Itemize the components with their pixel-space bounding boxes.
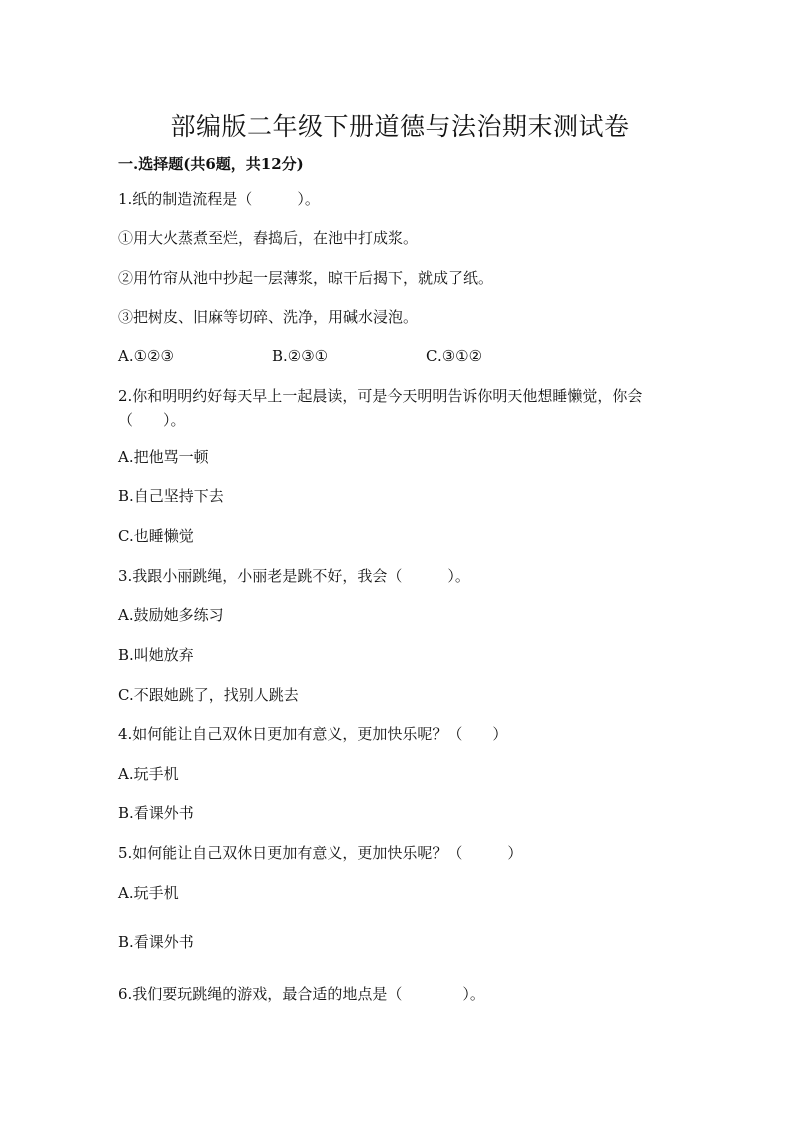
choice-option: B.自己坚持下去 xyxy=(118,487,224,505)
question-stem: 1.纸的制造流程是（ ）。 xyxy=(118,190,320,208)
choice-option: A.鼓励她多练习 xyxy=(118,606,224,624)
choice-option: A.玩手机 xyxy=(118,884,179,902)
question-stem: 5.如何能让自己双休日更加有意义，更加快乐呢？（ ） xyxy=(118,844,523,862)
choice-option: A.①②③ xyxy=(118,347,174,365)
choice-option: A.把他骂一顿 xyxy=(118,448,209,466)
question-stem: 2.你和明明约好每天早上一起晨读，可是今天明明告诉你明天他想睡懒觉，你会（ ）。 xyxy=(118,387,643,429)
question-statement: ①用大火蒸煮至烂，舂捣后，在池中打成浆。 xyxy=(118,229,419,247)
question-statement: ③把树皮、旧麻等切碎、洗净，用碱水浸泡。 xyxy=(118,308,419,326)
question-statement: ②用竹帘从池中抄起一层薄浆，晾干后揭下，就成了纸。 xyxy=(118,269,494,287)
question-stem: 6.我们要玩跳绳的游戏，最合适的地点是（ ）。 xyxy=(118,985,485,1003)
choice-option: C.不跟她跳了，找别人跳去 xyxy=(118,686,299,704)
page-title: 部编版二年级下册道德与法治期末测试卷 xyxy=(170,111,630,141)
question-stem: 3.我跟小丽跳绳，小丽老是跳不好，我会（ ）。 xyxy=(118,567,470,585)
question-stem: 4.如何能让自己双休日更加有意义，更加快乐呢？（ ） xyxy=(118,725,508,743)
choice-option: B.看课外书 xyxy=(118,933,194,951)
choice-option: C.也睡懒觉 xyxy=(118,527,194,545)
choice-option: B.②③① xyxy=(272,347,329,365)
choice-option: A.玩手机 xyxy=(118,765,179,783)
section-heading: 一.选择题(共6题，共12分) xyxy=(118,155,304,173)
choice-option: B.看课外书 xyxy=(118,804,194,822)
choice-option: C.③①② xyxy=(426,347,483,365)
choice-option: B.叫她放弃 xyxy=(118,646,194,664)
